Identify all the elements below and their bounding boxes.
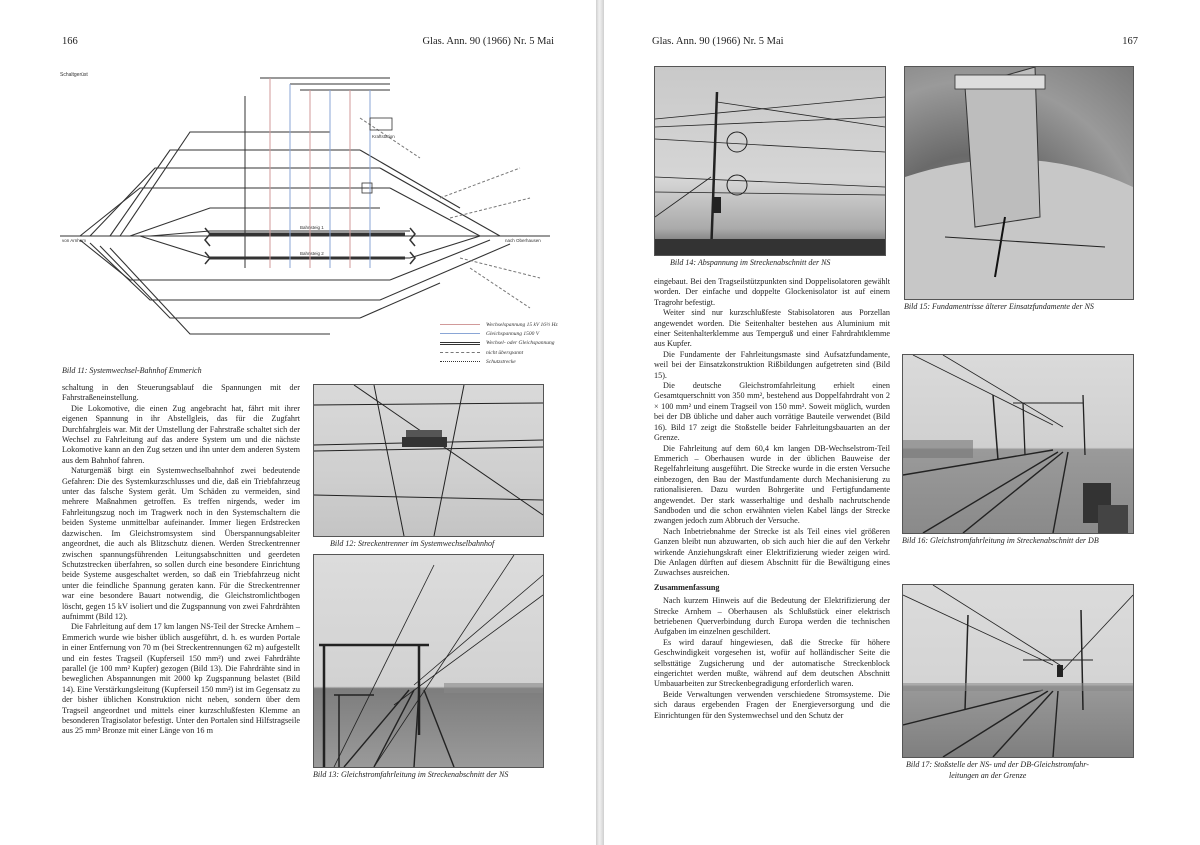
paragraph: Die Fahrleitung auf dem 17 km langen NS-Teil der Strecke Arnhem – Emmerich wurde wie bisher üblich ausgeführt, d. h. es wurden Portale in einer Entfernung von 70 m (bei Streckentrennungen 62 m) aufgestellt und ein festes Tragseil (Kupferseil 150 mm²) und zwei Fahrdrähte parallel (je 100 mm² Kupfer) gezogen (Bild 13). Die Fahrdrähte sind in beweglichen Abspannungen mit 2000 kp Zugspannung belastet (Bild 14). Eine Verstärkungsleitung (Kupferseil 150 mm²) ist im Gegensatz zu der bisher üblichen Konstruktion nicht neben, sondern über dem Tragseil angeordnet und mittels einer kurzschlußfesten Klemme an besonderen Tragisolator befestigt. Unter den Portalen sind Hilfstragseile aus 25 mm² Bronze mit einer Länge von 16 m [62, 622, 300, 736]
paragraph: Beide Verwaltungen verwenden verschiedene Stromsysteme. Die sich daraus ergebenden Fragen der Energieversorgung und die Einrichtungen für den Systemwechsel und den Schutz der [654, 689, 890, 720]
legend-item-protection: Schutzstrecke [440, 359, 558, 368]
photo-tensioning-ns [654, 66, 886, 256]
caption-bild-14: Bild 14: Abspannung im Streckenabschnitt der NS [670, 258, 831, 267]
paragraph: Naturgemäß birgt ein Systemwechselbahnhof zwei bedeutende Gefahren: Die des Systemkurzschlusses und die, daß ein Triebfahrzeug unter das falsche System gerät. Um Schäden zu vermeiden, sind mehrere Maßnahmen getroffen. Es treffen nirgends, weder im Fahrleitungszug noch im Tragwerk noch in den Systemschaltern die beiden Systeme unmittelbar aufeinander. Immer liegen Erdstrecken dazwischen. Im Gleichstromsystem sind Überspannungsableiter angeordnet, die auch als Blitzschutz dienen. Werden Streckentrenner zwischen spannungsführenden Leitungsabschnitten und geerdeten Schutzstrecken überfahren, so sollen durch eine besondere Einrichtung beide Systeme ausgeschaltet werden, so daß ein Triebfahrzeug nicht unter die feindliche Spannung geraten kann. Für die Streckentrenner war eine besondere Bauart notwendig, die Gleichstromlichtbogen löscht, gegen 15 kV isoliert und die Zugspannung von zwei Fahrdrähten aufnimmt (Bild 12). [62, 466, 300, 621]
legend-item-ac: Wechselspannung 15 kV 16⅔ Hz [440, 322, 558, 331]
paragraph: Weiter sind nur kurzschlußfeste Stabisolatoren aus Porzellan angewendet worden. Die Seitenhalter bestehen aus Aluminium mit einer Seitenhalterklemme aus Temperguß und einer Fahrdrahtklemme aus Kupfer. [654, 308, 890, 349]
paragraph: Die Fundamente der Fahrleitungsmaste sind Aufsatzfundamente, weil bei der Einsatzkonstruktion Rißbildungen aufgetreten sind (Bild 15). [654, 349, 890, 380]
left-text-column [62, 383, 300, 813]
caption-bild-15: Bild 15: Fundamentrisse älterer Einsatzfundamente der NS [904, 302, 1094, 311]
caption-bild-11: Bild 11: Systemwechsel-Bahnhof Emmerich [62, 366, 202, 375]
legend-item-dc: Gleichspannung 1500 V [440, 331, 558, 340]
right-page [604, 0, 1200, 845]
paragraph: Die Lokomotive, die einen Zug angebracht hat, fährt mit ihrer eigenen Spannung in ihr Abstellgleis, das für die Zugfahrt Durchfahrgleis war. Mit der Umstellung der Fahrstraße schaltet sich der Wechsel zu Fahrleitung auf das andere System um und die nächste Lokomotive kann an den Zug setzen und ihn unter dem anderen System aus dem Bahnhof fahren. [62, 403, 300, 465]
photo-foundation-cracks [904, 66, 1134, 300]
legend-item-switchable: Wechsel- oder Gleichspannung [440, 340, 558, 349]
label-from-arnhem: von Arnhem [62, 238, 87, 243]
diagram-legend [440, 322, 558, 368]
photo-section-insulator [313, 384, 544, 537]
paragraph: eingebaut. Bei den Tragseilstützpunkten sind Doppelisolatoren gewählt worden. Der einfache und doppelte Glockenisolator ist auf einem Tragrohr befestigt. [654, 277, 890, 307]
label-platform-1: Bahnsteig 1 [300, 225, 324, 230]
photo-dc-catenary-db [902, 354, 1134, 534]
caption-bild-16: Bild 16: Gleichstromfahrleitung im Streckenabschnitt der DB [902, 536, 1099, 545]
book-gutter [596, 0, 604, 845]
station-track-diagram [60, 68, 550, 358]
running-head-left: Glas. Ann. 90 (1966) Nr. 5 Mai [422, 36, 554, 47]
summary-heading: Zusammenfassung [654, 582, 720, 592]
label-platform-2: Bahnsteig 2 [300, 251, 324, 256]
caption-bild-17-line-1: Bild 17: Stoßstelle der NS- und der DB-Gleichstromfahr- [906, 760, 1089, 769]
label-schaltgeruest: Schaltgerüst [60, 72, 88, 78]
paragraph: Es wird darauf hingewiesen, daß die Strecke für höhere Geschwindigkeit vorgesehen ist, wofür auf holländischer Seite die selbsttätige Zugsicherung und der automatische Streckenblock eingerichtet werden mußte, während auf dem deutschen Abschnitt Umbauarbeiten zur Streckenbegradigung erforderlich waren. [654, 637, 890, 689]
caption-bild-13: Bild 13: Gleichstromfahrleitung im Streckenabschnitt der NS [313, 770, 509, 779]
label-kraftstation: Kraftstation [372, 134, 395, 139]
photo-dc-catenary-ns [313, 554, 544, 768]
caption-bild-17-line-2: leitungen an der Grenze [949, 771, 1027, 780]
right-text-column [654, 277, 890, 807]
paragraph: Die Fahrleitung auf dem 60,4 km langen DB-Wechselstrom-Teil Emmerich – Oberhausen wurde in der üblichen Bauweise der Regelfahrleitung ausgeführt. Die Strecke wurde in die ersten Versuche einbezogen, den Bau der Mastfundamente durch Mechanisierung zu rationalisieren. Dazu wurden Bohrgeräte und Fertigfundamente angewendet. Der stark wasserhaltige und deshalb nachrutschende Sandboden und die schon erwähnten vielen Kabel längs der Strecke zwangen jedoch zum Abbruch der Versuche. [654, 443, 890, 526]
left-page [0, 0, 596, 845]
paragraph: Die deutsche Gleichstromfahrleitung erhielt einen Gesamtquerschnitt von 350 mm², bestehend aus Doppelfahrdraht von 2 × 100 mm² und einem Tragseil von 150 mm². Soweit möglich, wurden bei der DB übliche und daher auch vorrätige Bauteile verwendet (Bild 16). Bild 17 zeigt die Stoßstelle beider Fahrleitungsbauarten an der Grenze. [654, 381, 890, 443]
page-number-right: 167 [1122, 36, 1138, 47]
page-number-left: 166 [62, 36, 78, 47]
running-head-right: Glas. Ann. 90 (1966) Nr. 5 Mai [652, 36, 784, 47]
paragraph: Nach kurzem Hinweis auf die Bedeutung der Elektrifizierung der Strecke Arnhem – Oberhausen als Schlußstück einer elektrisch betriebenen Querverbindung durch Europa werden die technischen Aufgaben im einzelnen geschildert. [654, 596, 890, 637]
label-to-oberhausen: nach Oberhausen [505, 238, 541, 243]
paragraph: Nach Inbetriebnahme der Strecke ist als Teil eines viel größeren Ganzen bleibt nun abzuwarten, ob sich auch hier die auf den Verkehr wirkende Anziehungskraft einer Elektrifizierung wieder zeigen wird. Die Anlagen dürften auf diesem Abschnitt für die Bewältigung eines Zuwachses ausreichen. [654, 526, 890, 578]
legend-item-not-wired: nicht überspannt [440, 350, 558, 359]
photo-border-junction [902, 584, 1134, 758]
caption-bild-12: Bild 12: Streckentrenner im Systemwechselbahnhof [330, 539, 495, 548]
paragraph: schaltung in den Steuerungsablauf die Spannungen mit der Fahrstraßeneinstellung. [62, 383, 300, 403]
